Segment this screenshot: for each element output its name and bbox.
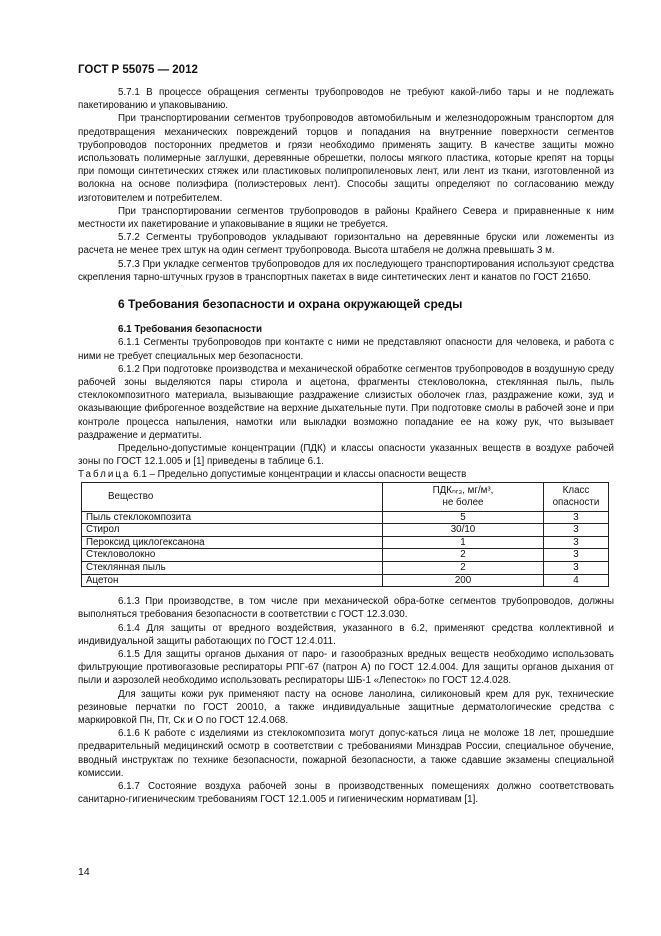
cell-pdk: 2: [383, 562, 544, 575]
paragraph: 5.7.3 При укладке сегментов трубопроводов для их последующего транспортирования используют средства скрепления тарно-штучных грузов в транспортных пакетах в виде синтетических лент и канатов по ГОСТ 21650.: [78, 258, 614, 283]
header-pdk: [383, 482, 544, 511]
header-class-line2: опасности: [552, 496, 600, 508]
cell-substance: Стирол: [82, 524, 383, 537]
table-caption-word: Таблица: [78, 469, 131, 481]
standard-header: ГОСТ Р 55075 — 2012: [78, 64, 198, 76]
paragraph: 5.7.1 В процессе обращения сегменты трубопроводов не требуют какой-либо тары и не подлежать пакетированию и упаковыванию.: [78, 87, 614, 112]
paragraph: 6.1.6 К работе с изделиями из стеклокомпозита могут допус-каться лица не моложе 18 лет, прошедшие предварительный медицинский осмотр в соответствии с требованиями Минздрав России, специальное обучение, вводный инструктаж по технике безопасности, пожарной безопасности, а также сдавшие экзамены специальной комиссии.: [78, 728, 614, 779]
header-class: [544, 482, 609, 511]
table-caption: [78, 468, 614, 481]
cell-pdk: 1: [383, 536, 544, 549]
cell-substance: Стеклянная пыль: [82, 562, 383, 575]
cell-class: 3: [544, 511, 609, 524]
table-row: [82, 574, 609, 587]
cell-substance: Стекловолокно: [82, 549, 383, 562]
paragraph: 6.1.1 Сегменты трубопроводов при контакте с ними не представляют опасности для человека, и работа с ними не требует специальных мер безопасности.: [78, 337, 614, 362]
paragraph: 5.7.2 Сегменты трубопроводов укладывают горизонтально на деревянные бруски или ложементы из расчета не менее трех штук на один сегмент трубопровода. Высота штабеля не должна превышать 3 м.: [78, 232, 614, 257]
header-pdk-line2: не более: [442, 496, 484, 508]
document-body: [78, 86, 614, 807]
cell-class: 3: [544, 562, 609, 575]
paragraph: 6.1.2 При подготовке производства и механической обработке сегментов трубопроводов в воздушную среду рабочей зоны выделяются пары стирола и ацетона, фрагменты стекловолокна, стеклянная пыль, пыль стеклокомпозитного материала, вызывающие раздражение слизистых оболочек глаз, раздражение кожи, зуд и оказывающие фиброгенное воздействие на верхние дыхательные пути. При подготовке смолы в рабочей зоне и при контроле процесса напыления, намотки или выкладки возможно попадание ее на кожу рук, что вызывает раздражение и дерматиты.: [78, 363, 614, 441]
paragraph: 6.1.7 Состояние воздуха рабочей зоны в производственных помещениях должно соответствовать санитарно-гигиеническим требованиям ГОСТ 12.1.005 и гигиеническим нормативам [1].: [78, 781, 614, 806]
cell-class: 3: [544, 536, 609, 549]
cell-pdk: 200: [383, 574, 544, 587]
table-caption-text: 6.1 – Предельно допустимые концентрации и классы опасности веществ: [133, 469, 467, 481]
header-pdk-line1: ПДКₙᵣ₃, мг/м³,: [432, 485, 494, 497]
paragraph: Предельно-допустимые концентрации (ПДК) и классы опасности указанных веществ в воздухе рабочей зоны по ГОСТ 12.1.005 и [1] приведены в таблице 6.1.: [78, 443, 614, 468]
cell-class: 4: [544, 574, 609, 587]
paragraph: 6.1.4 Для защиты от вредного воздействия, указанного в 6.2, применяют средства коллективной и индивидуальной защиты работающих по ГОСТ 12.4.011.: [78, 622, 614, 647]
table-row: [82, 562, 609, 575]
page-number: 14: [78, 866, 90, 878]
paragraph: 6.1.3 При производстве, в том числе при механической обра-ботке сегментов трубопроводов, должны выполняться требования безопасности в соответствии с ГОСТ 12.3.030.: [78, 596, 614, 621]
cell-pdk: 30/10: [383, 524, 544, 537]
cell-pdk: 2: [383, 549, 544, 562]
paragraph: При транспортировании сегментов трубопроводов автомобильным и железнодорожным транспортом для предотвращения механических повреждений торцов и попадания на внутренние поверхности сегментов трубопроводов посторонних предметов и грязи необходимо применять защиту. В качестве защиты можно использовать полимерные заглушки, деревянные обрешетки, полосы мягкого пластика, которые крепят на торцы при помощи синтетических стяжек или пластиковых полипропиленовых лент, или лент из ткани, изготовленной из волокна на основе полиэфира (полиэстеровых лент). Способы защиты определяют по согласованию между изготовителем и потребителем.: [78, 113, 614, 204]
cell-substance: Ацетон: [82, 574, 383, 587]
table-row: [82, 549, 609, 562]
section-title: 6 Требования безопасности и охрана окружающей среды: [118, 297, 463, 312]
header-substance: Вещество: [82, 482, 383, 511]
cell-pdk: 5: [383, 511, 544, 524]
subsection-title: 6.1 Требования безопасности: [118, 324, 262, 336]
substances-table: [81, 482, 609, 588]
paragraph: Для защиты кожи рук применяют пасту на основе ланолина, силиконовый крем для рук, технические резиновые перчатки по ГОСТ 20010, а также индивидуальные защитные дерматологические средства с маркировкой Пн, Пт, Ск и О по ГОСТ 12.4.068.: [78, 688, 614, 727]
cell-class: 3: [544, 549, 609, 562]
table-row: [82, 511, 609, 524]
paragraph: 6.1.5 Для защиты органов дыхания от паро- и газообразных вредных веществ необходимо использовать фильтрующие противогазовые респираторы РПГ-67 (патрон А) по ГОСТ 12.4.004. Для защиты органов дыхания от пыли и аэрозолей необходимо использовать респираторы ШБ-1 «Лепесток» по ГОСТ 12.4.028.: [78, 649, 614, 687]
header-class-line1: Класс: [562, 485, 590, 497]
paragraph: При транспортировании сегментов трубопроводов в районы Крайнего Севера и приравненные к ним местности их пакетирование и упаковывание в ящики не требуется.: [78, 205, 614, 231]
cell-class: 3: [544, 524, 609, 537]
table-row: [82, 536, 609, 549]
cell-substance: Пыль стеклокомпозита: [82, 511, 383, 524]
table-row: [82, 524, 609, 537]
table-header-row: [82, 482, 609, 511]
cell-substance: Пероксид циклогексанона: [82, 536, 383, 549]
